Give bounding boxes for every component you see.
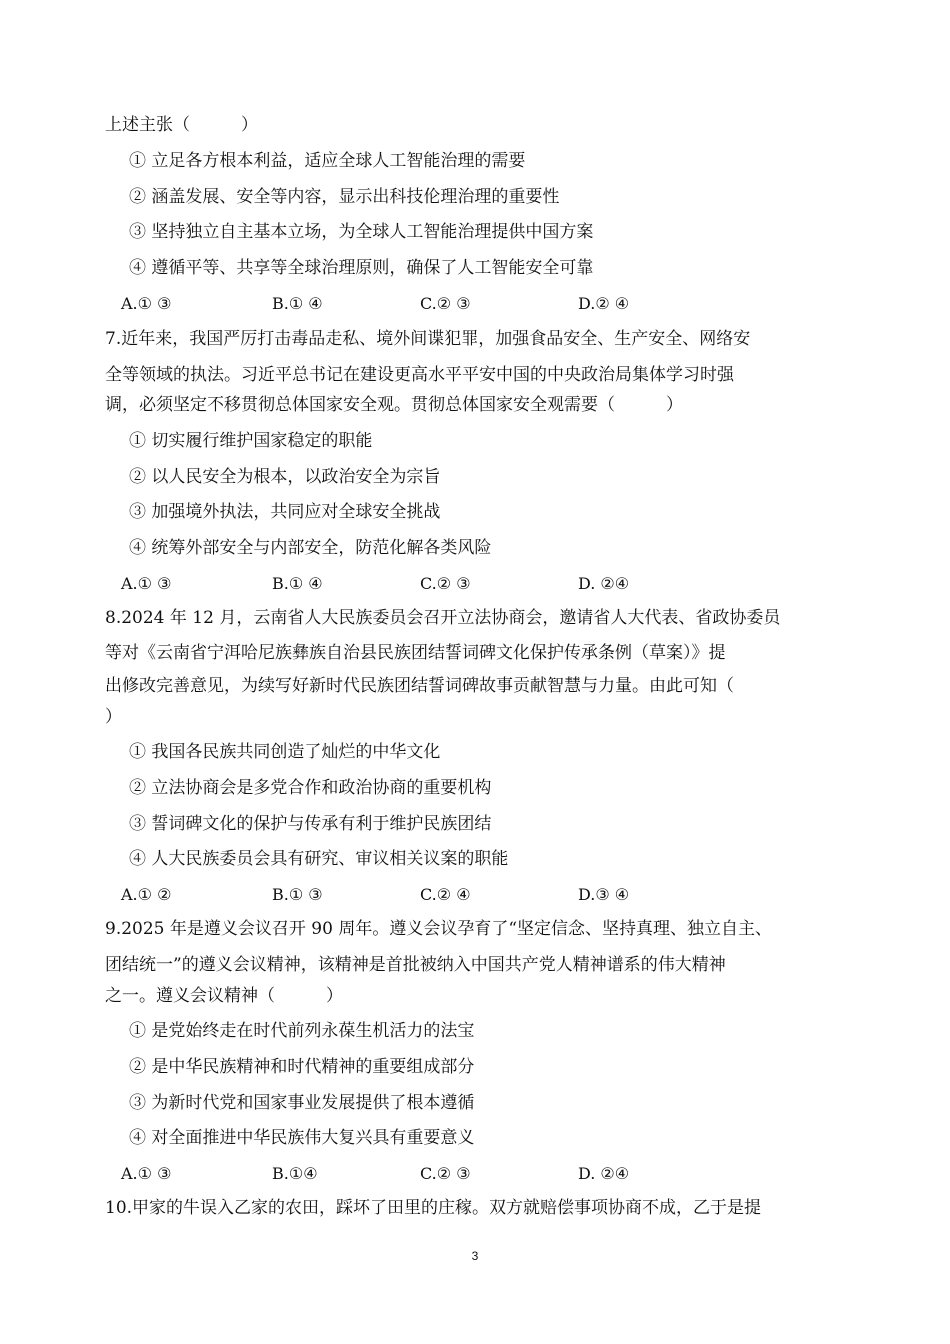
q9-stem-line-3: 之一。遵义会议精神（ ） (105, 986, 343, 1006)
q8-option-1: ① 我国各民族共同创造了灿烂的中华文化 (129, 742, 441, 762)
q9-choice-a: A.① ③ (121, 1164, 172, 1183)
q9-option-4: ④ 对全面推进中华民族伟大复兴具有重要意义 (129, 1128, 475, 1148)
q6-option-3: ③ 坚持独立自主基本立场，为全球人工智能治理提供中国方案 (129, 222, 594, 242)
q8-choice-d: D.③ ④ (578, 885, 630, 904)
q6-stem-end: 上述主张（ ） (105, 115, 258, 135)
q8-stem-line-4: ） (105, 707, 122, 727)
q6-choice-b: B.① ④ (272, 294, 323, 313)
q7-stem-line-2: 全等领域的执法。习近平总书记在建设更高水平平安中国的中央政治局集体学习时强 (105, 365, 734, 385)
q8-choice-a: A.① ② (121, 885, 172, 904)
q7-stem-line-1: 7.近年来，我国严厉打击毒品走私、境外间谍犯罪，加强食品安全、生产安全、网络安 (105, 329, 751, 349)
q9-option-3: ③ 为新时代党和国家事业发展提供了根本遵循 (129, 1093, 475, 1113)
q9-option-1: ① 是党始终走在时代前列永葆生机活力的法宝 (129, 1021, 475, 1041)
q7-choice-c: C.② ③ (420, 574, 471, 593)
q9-choice-c: C.② ③ (420, 1164, 471, 1183)
q7-option-4: ④ 统筹外部安全与内部安全，防范化解各类风险 (129, 538, 492, 558)
q7-choice-b: B.① ④ (272, 574, 323, 593)
q7-stem-line-3: 调，必须坚定不移贯彻总体国家安全观。贯彻总体国家安全观需要（ ） (105, 395, 683, 415)
q8-option-4: ④ 人大民族委员会具有研究、审议相关议案的职能 (129, 849, 509, 869)
q9-option-2: ② 是中华民族精神和时代精神的重要组成部分 (129, 1057, 475, 1077)
page-number: 3 (471, 1249, 479, 1263)
q10-stem-line-1: 10.甲家的牛误入乙家的农田，踩坏了田里的庄稼。双方就赔偿事项协商不成，乙于是提 (105, 1198, 762, 1218)
q8-choice-c: C.② ④ (420, 885, 471, 904)
q6-choice-d: D.② ④ (578, 294, 630, 313)
q8-choice-b: B.① ③ (272, 885, 323, 904)
q8-option-2: ② 立法协商会是多党合作和政治协商的重要机构 (129, 778, 492, 798)
q8-option-3: ③ 誓词碑文化的保护与传承有利于维护民族团结 (129, 814, 492, 834)
q8-stem-line-3: 出修改完善意见，为续写好新时代民族团结誓词碑故事贡献智慧与力量。由此可知（ (105, 676, 734, 696)
q9-stem-line-1: 9.2025 年是遵义会议召开 90 周年。遵义会议孕育了“坚定信念、坚持真理、独立自主、 (105, 919, 773, 939)
q6-choice-c: C.② ③ (420, 294, 471, 313)
q9-choice-d: D. ②④ (578, 1164, 630, 1183)
q8-stem-line-1: 8.2024 年 12 月，云南省人大民族委员会召开立法协商会，邀请省人大代表、省政协委员 (105, 608, 781, 628)
q6-option-1: ① 立足各方根本利益，适应全球人工智能治理的需要 (129, 151, 526, 171)
q8-stem-line-2: 等对《云南省宁洱哈尼族彝族自治县民族团结誓词碑文化保护传承条例（草案）》提 (105, 643, 726, 663)
q6-option-4: ④ 遵循平等、共享等全球治理原则，确保了人工智能安全可靠 (129, 258, 594, 278)
q6-choice-a: A.① ③ (121, 294, 172, 313)
q6-option-2: ② 涵盖发展、安全等内容，显示出科技伦理治理的重要性 (129, 187, 560, 207)
q7-option-2: ② 以人民安全为根本，以政治安全为宗旨 (129, 467, 441, 487)
q7-option-3: ③ 加强境外执法，共同应对全球安全挑战 (129, 502, 441, 522)
q7-choice-d: D. ②④ (578, 574, 630, 593)
q9-stem-line-2: 团结统一”的遵义会议精神，该精神是首批被纳入中国共产党人精神谱系的伟大精神 (105, 955, 726, 975)
q7-option-1: ① 切实履行维护国家稳定的职能 (129, 431, 373, 451)
q9-choice-b: B.①④ (272, 1164, 318, 1183)
q7-choice-a: A.① ③ (121, 574, 172, 593)
